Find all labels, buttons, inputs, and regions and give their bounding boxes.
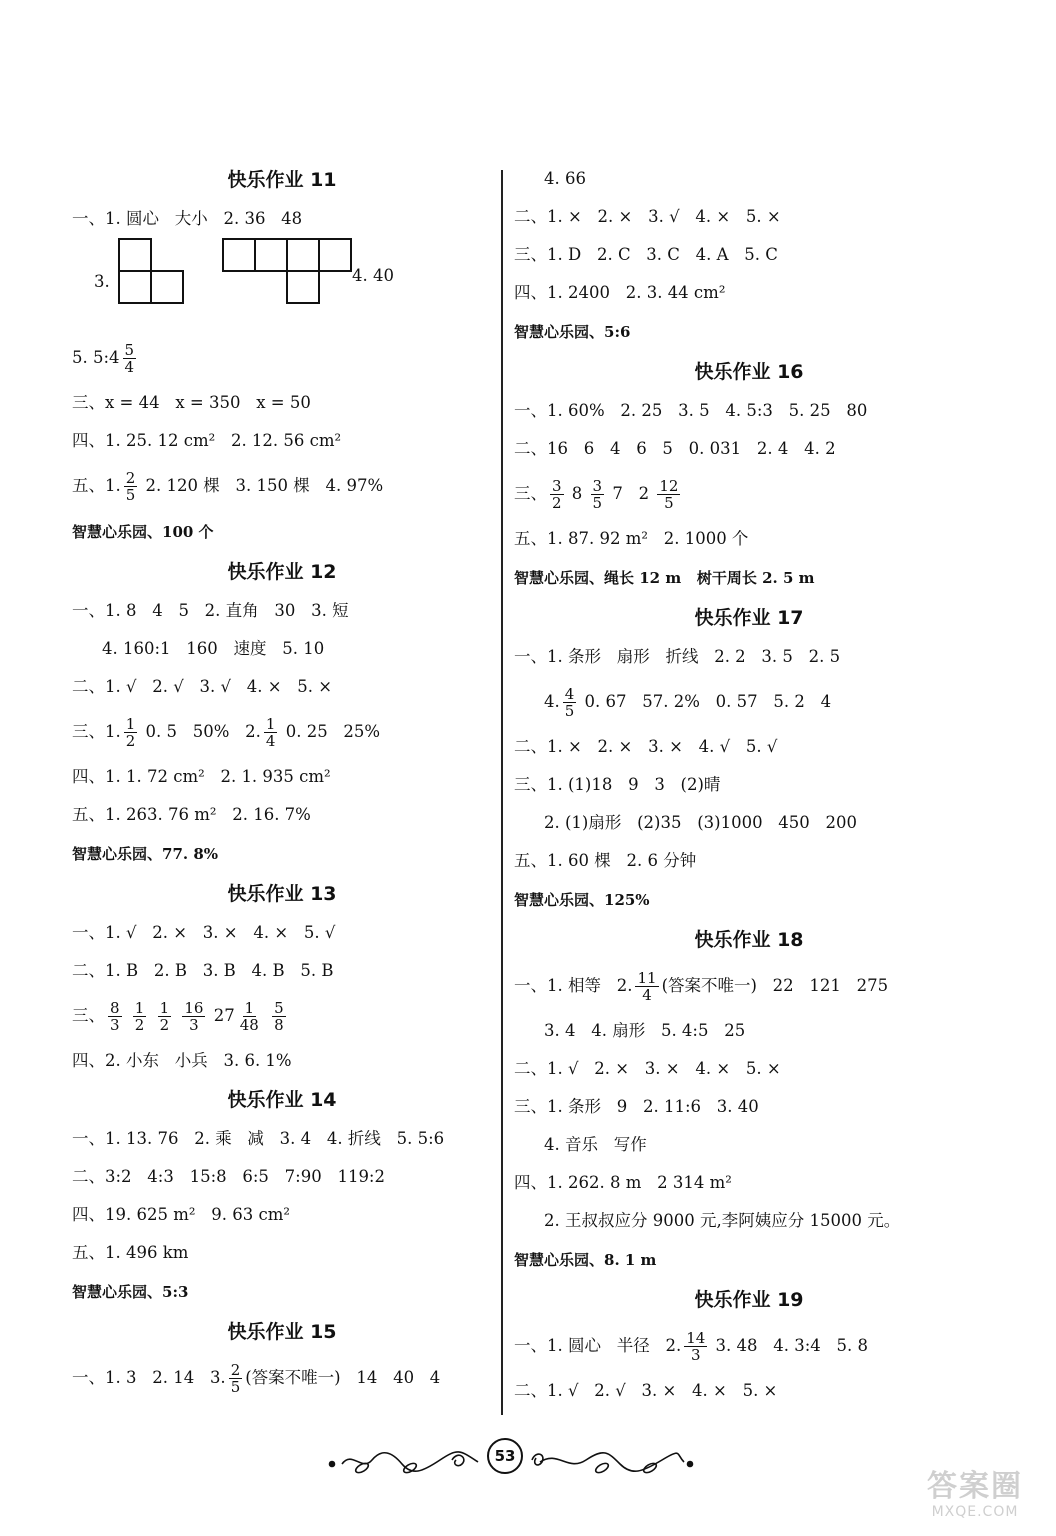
denominator: 4 [265, 732, 276, 750]
answer-line: 二、16 6 4 6 5 0. 031 2. 4 4. 2 [514, 439, 836, 458]
numerator: 11 [637, 968, 657, 987]
numerator: 1 [134, 998, 145, 1017]
denominator: 2 [134, 1016, 145, 1034]
answer-text: 7 2 [607, 484, 655, 503]
answer-line: 五、1. 263. 76 m² 2. 16. 7% [72, 805, 311, 824]
vine-ornament-icon [0, 1438, 1056, 1478]
answer-line: 4. 音乐 写作 [544, 1135, 647, 1154]
right-column [514, 160, 984, 1410]
answer-text: 3. 48 4. 3:4 5. 8 [710, 1336, 869, 1355]
page-footer [0, 1438, 1056, 1478]
answer-text: 一、1. 3 2. 14 3. [72, 1368, 226, 1387]
answer-line: 二、1. √ 2. √ 3. × 4. × 5. × [514, 1381, 778, 1400]
answer-line: 四、1. 25. 12 cm² 2. 12. 56 cm² [72, 431, 342, 450]
fraction [272, 1000, 286, 1034]
answer-text: 一、1. 圆心 半径 2. [514, 1336, 682, 1355]
numerator: 8 [110, 998, 120, 1017]
answer-line [72, 460, 492, 512]
shape-diagrams [72, 238, 492, 332]
answer-line: 四、1. 262. 8 m 2 314 m² [514, 1173, 732, 1192]
answer-text: 三、1. [72, 722, 121, 741]
answer-line: 4. 160:1 160 速度 5. 10 [102, 639, 325, 658]
answer-text: 4. [544, 692, 560, 711]
answer-text: 五、1. [72, 476, 121, 495]
numerator: 5 [274, 998, 284, 1017]
answer-text: 0. 5 50% 2. [140, 722, 261, 741]
answer-line: 二、1. × 2. × 3. × 4. √ 5. √ [514, 737, 778, 756]
answer-line [514, 468, 984, 520]
denominator: 2 [552, 494, 562, 512]
numerator: 4 [564, 684, 575, 703]
section-title-13: 快乐作业 13 [227, 883, 337, 905]
numerator: 1 [159, 998, 170, 1017]
answer-text: 4. 40 [352, 266, 394, 285]
grid-square [222, 238, 256, 272]
left-column [72, 160, 492, 1404]
answer-text: 2. 120 棵 3. 150 棵 4. 97% [140, 476, 384, 495]
page-number: 53 [487, 1438, 523, 1474]
answer-line: 一、1. 13. 76 2. 乘 减 3. 4 4. 折线 5. 5:6 [72, 1129, 445, 1148]
fraction [550, 478, 564, 512]
shape-label: 3. [94, 272, 110, 291]
answer-line: 智慧心乐园、100 个 [72, 523, 214, 541]
answer-line: 2. 王叔叔应分 9000 元,李阿姨应分 15000 元。 [544, 1211, 901, 1230]
answer-line: 2. (1)扇形 (2)35 (3)1000 450 200 [544, 813, 858, 832]
answer-line: 智慧心乐园、125% [514, 891, 650, 909]
denominator: 2 [125, 732, 136, 750]
denominator: 3 [690, 1346, 701, 1364]
numerator: 14 [686, 1328, 706, 1347]
grid-square [286, 238, 320, 272]
answer-line [514, 1320, 984, 1372]
answer-line: 三、x = 44 x = 350 x = 50 [72, 393, 311, 412]
denominator: 4 [642, 986, 652, 1004]
section-title-17: 快乐作业 17 [694, 607, 804, 629]
watermark-text: 答案圈 [927, 1469, 1023, 1504]
answer-line: 四、2. 小东 小兵 3. 6. 1% [72, 1051, 292, 1070]
answer-line: 智慧心乐园、绳长 12 m 树干周长 2. 5 m [514, 569, 815, 587]
denominator: 5 [125, 486, 136, 504]
grid-square [254, 238, 288, 272]
answer-line: 一、1. 条形 扇形 折线 2. 2 3. 5 2. 5 [514, 647, 841, 666]
answer-line: 一、1. √ 2. × 3. × 4. × 5. √ [72, 923, 336, 942]
answer-line: 三、1. 条形 9 2. 11:6 3. 40 [514, 1097, 759, 1116]
denominator: 5 [664, 494, 674, 512]
numerator: 12 [659, 476, 679, 495]
answer-text: 8 [566, 484, 588, 503]
fraction [684, 1330, 707, 1364]
fraction [591, 478, 605, 512]
answer-line: 二、3:2 4:3 15:8 6:5 7:90 119:2 [72, 1167, 385, 1186]
answer-text: 5. 5:4 [72, 348, 120, 367]
column-divider [501, 170, 503, 1415]
answer-line: 五、1. 496 km [72, 1243, 189, 1262]
denominator: 3 [189, 1016, 199, 1034]
answer-line: 3. 4 4. 扇形 5. 4:5 25 [544, 1021, 746, 1040]
numerator: 1 [125, 714, 136, 733]
watermark-logo [905, 1470, 1045, 1526]
answer-line: 智慧心乐园、5:3 [72, 1283, 189, 1301]
answer-line: 一、1. 圆心 大小 2. 36 48 [72, 209, 303, 228]
section-title-19: 快乐作业 19 [694, 1289, 804, 1311]
fraction [635, 970, 658, 1004]
answer-line: 智慧心乐园、5:6 [514, 323, 631, 341]
denominator: 8 [274, 1016, 284, 1034]
fraction [563, 686, 577, 720]
numerator: 5 [124, 340, 135, 359]
answer-line: 二、1. √ 2. √ 3. √ 4. × 5. × [72, 677, 333, 696]
answer-text: (答案不唯一) 22 121 275 [661, 976, 889, 995]
answer-line [514, 676, 984, 728]
answer-text: 三、 [72, 1006, 105, 1025]
answer-line: 4. 66 [544, 169, 586, 188]
numerator: 1 [265, 714, 276, 733]
denominator: 5 [592, 494, 603, 512]
answer-line: 智慧心乐园、8. 1 m [514, 1251, 657, 1269]
answer-line: 二、1. × 2. × 3. √ 4. × 5. × [514, 207, 781, 226]
answer-line [72, 332, 492, 384]
grid-square [150, 270, 184, 304]
answer-text: 三、 [514, 484, 547, 503]
answer-line: 五、1. 87. 92 m² 2. 1000 个 [514, 529, 749, 548]
grid-square [286, 270, 320, 304]
fraction [123, 342, 137, 376]
fraction [264, 716, 278, 750]
answer-line: 一、1. 60% 2. 25 3. 5 4. 5:3 5. 25 80 [514, 401, 868, 420]
numerator: 3 [592, 476, 603, 495]
fraction [133, 1000, 147, 1034]
answer-text: (答案不唯一) 14 40 4 [245, 1368, 441, 1387]
section-title-18: 快乐作业 18 [694, 929, 804, 951]
numerator: 2 [230, 1360, 241, 1379]
answer-text: 0. 67 57. 2% 0. 57 5. 2 4 [579, 692, 832, 711]
answer-line: 二、1. √ 2. × 3. × 4. × 5. × [514, 1059, 781, 1078]
answer-line: 三、1. D 2. C 3. C 4. A 5. C [514, 245, 778, 264]
fraction [158, 1000, 172, 1034]
grid-square [318, 238, 352, 272]
fraction [108, 1000, 122, 1034]
denominator: 5 [564, 702, 575, 720]
answer-line: 五、1. 60 棵 2. 6 分钟 [514, 851, 697, 870]
answer-line [514, 960, 984, 1012]
denominator: 2 [159, 1016, 170, 1034]
answer-line: 四、19. 625 m² 9. 63 cm² [72, 1205, 290, 1224]
answer-line [72, 1352, 492, 1404]
grid-square [118, 270, 152, 304]
section-title-16: 快乐作业 16 [694, 361, 804, 383]
denominator: 4 [124, 358, 135, 376]
answer-line: 二、1. B 2. B 3. B 4. B 5. B [72, 961, 334, 980]
section-title-11: 快乐作业 11 [227, 169, 337, 191]
fraction [657, 478, 680, 512]
fraction [229, 1362, 243, 1396]
answer-text: 一、1. 相等 2. [514, 976, 633, 995]
answer-line: 三、1. (1)18 9 3 (2)晴 [514, 775, 721, 794]
numerator: 2 [125, 468, 136, 487]
answer-line: 四、1. 1. 72 cm² 2. 1. 935 cm² [72, 767, 331, 786]
answer-text: 27 [213, 1006, 235, 1025]
section-title-12: 快乐作业 12 [227, 561, 337, 583]
answer-line: 四、1. 2400 2. 3. 44 cm² [514, 283, 726, 302]
denominator: 3 [110, 1016, 120, 1034]
answer-line: 一、1. 8 4 5 2. 直角 30 3. 短 [72, 601, 349, 620]
numerator: 1 [244, 998, 255, 1017]
numerator: 16 [184, 998, 204, 1017]
answer-line: 智慧心乐园、77. 8% [72, 845, 219, 863]
denominator: 5 [230, 1378, 241, 1396]
numerator: 3 [552, 476, 562, 495]
section-title-14: 快乐作业 14 [227, 1089, 337, 1111]
watermark-url: MXQE.COM [931, 1504, 1019, 1520]
fraction [124, 716, 138, 750]
fraction [182, 1000, 205, 1034]
answer-line [72, 990, 492, 1042]
fraction [124, 470, 138, 504]
grid-square [118, 238, 152, 272]
section-title-15: 快乐作业 15 [227, 1321, 337, 1343]
denominator: 48 [239, 1016, 259, 1034]
fraction [238, 1000, 261, 1034]
answer-line [72, 706, 492, 758]
answer-text: 0. 25 25% [280, 722, 381, 741]
